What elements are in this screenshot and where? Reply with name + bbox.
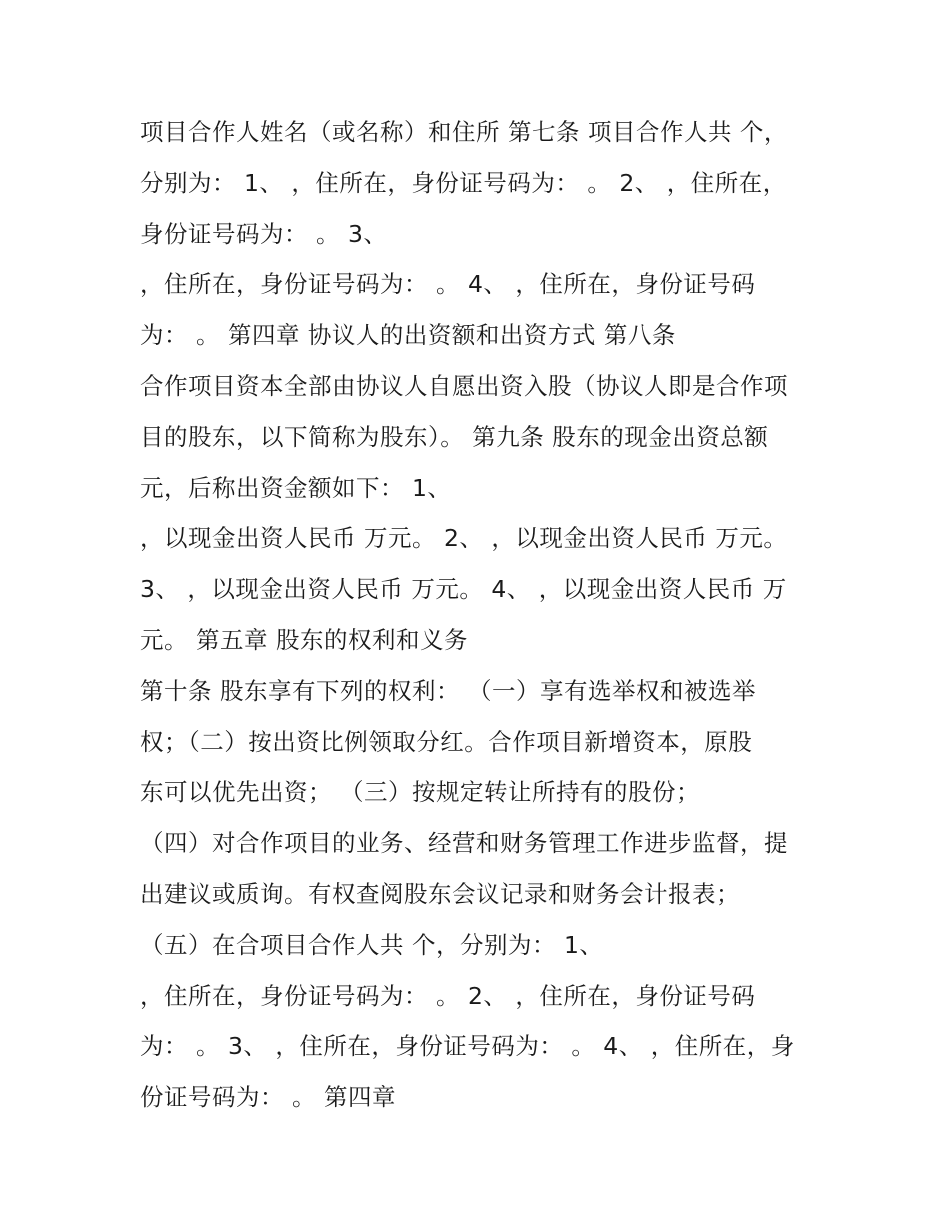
- text-line: 元，后称出资金额如下： 1、: [140, 473, 452, 502]
- text-line: 身份证号码为： 。 3、: [140, 219, 388, 248]
- document-body: [140, 107, 830, 1123]
- text-line: 目的股东，以下简称为股东）。 第九条 股东的现金出资总额: [140, 422, 769, 451]
- text-line: 权；（二）按出资比例领取分红。合作项目新增资本，原股: [140, 727, 753, 756]
- text-line: 项目合作人姓名（或名称）和住所 第七条 项目合作人共 个，: [140, 118, 788, 146]
- text-line: 第十条 股东享有下列的权利： （一）享有选举权和被选举: [140, 676, 756, 705]
- text-line: 为： 。 3、 ，住所在，身份证号码为： 。 4、 ，住所在，身: [140, 1032, 795, 1061]
- text-line: 出建议或质询。有权查阅股东会议记录和财务会计报表；: [140, 879, 740, 908]
- text-line: ，住所在，身份证号码为： 。 4、 ，住所在，身份证号码: [140, 270, 756, 299]
- text-line: （四）对合作项目的业务、经营和财务管理工作进步监督，提: [140, 829, 788, 858]
- text-line: ，住所在，身份证号码为： 。 2、 ，住所在，身份证号码: [140, 981, 756, 1010]
- text-line: 为： 。 第四章 协议人的出资额和出资方式 第八条: [140, 321, 676, 350]
- text-line: 份证号码为： 。 第四章: [140, 1083, 396, 1112]
- text-line: ，以现金出资人民币 万元。 2、 ，以现金出资人民币 万元。: [140, 524, 788, 553]
- text-line: （五）在合项目合作人共 个，分别为： 1、: [140, 930, 604, 959]
- text-line: 东可以优先出资； （三）按规定转让所持有的股份；: [140, 778, 700, 807]
- text-line: 3、 ，以现金出资人民币 万元。 4、 ，以现金出资人民币 万: [140, 575, 787, 604]
- text-line: 元。 第五章 股东的权利和义务: [140, 625, 468, 654]
- text-line: 合作项目资本全部由协议人自愿出资入股（协议人即是合作项: [140, 371, 788, 400]
- text-line: 分别为： 1、 ，住所在，身份证号码为： 。 2、 ，住所在，: [140, 168, 787, 197]
